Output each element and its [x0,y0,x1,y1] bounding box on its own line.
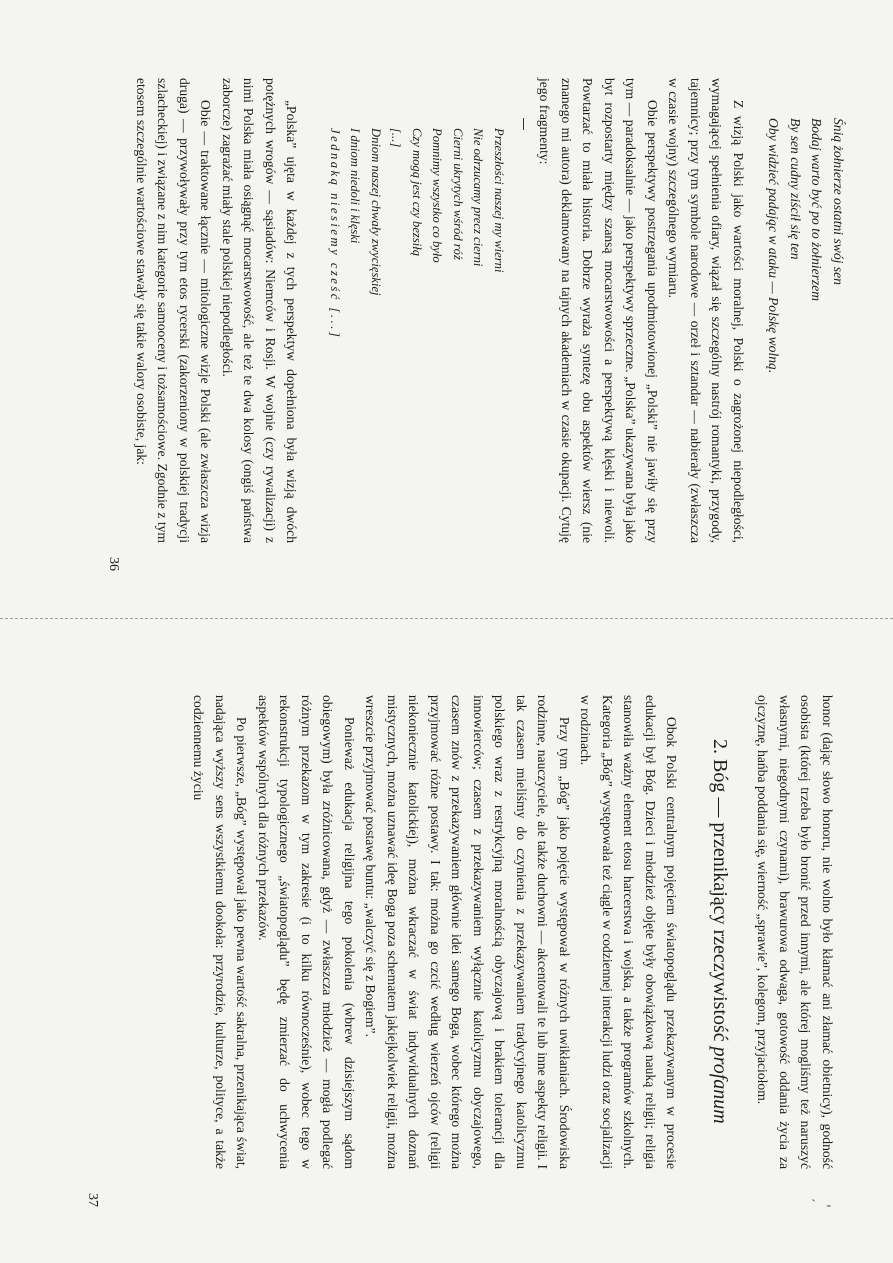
poem-line: [...] [389,128,404,148]
paragraph: Obie — traktowane łącznie — mitologiczne wizje Polski (ale zwłaszcza wizja druga) — przywoływały przy tym etos rycerski (zakorzeniony w polskiej tradycji szlacheckiej) i związane z nim kategorie samooceny i tożsamościowe. Zgodnie z tym etosem szczególnie wartościowe stawały się takie walory osobiste, jak: [134,78,214,543]
paragraph: honor (dając słowo honoru, nie wolno było kłamać ani złamać obietnicy), godność osobista (której trzeba było bronić przed innymi, ale której mogliśmy też naruszyć własnymi, niegodnymi czynami), brawurowa odwaga, gotowość oddania życia za ojczyznę, hańba poddania się, wierność „sprawie”, kolegom, przyjaciołom. [755,695,835,1169]
poem-fragment [325,78,510,543]
paragraph: Obok Polski centralnym pojęciem światopoglądu przekazywanym w procesie edukacji był Bóg. Dzieci i młodzież objęte były obowiązkową nauką religii; religia stanowiła ważny element etosu harcerstwa i wojska, a także programów szkolnych. Kategoria „Bóg” występowała też ciągle w codziennej interakcji ludzi oraz socjalizacji w rodzinach. [578,695,680,1169]
paragraph: „Polska” ujęta w każdej z tych perspektyw dopełniona była wizją dwóch potężnych wrogów — sąsiadów: Niemców i Rosji. W wojnie (czy rywalizacji) z nimi Polska miała osiągnąć mocarstwowość, ale też te dwa kolosy (ongiś państwa zaborcze) zagrażać miały stale polskiej niepodległości. [220,78,300,543]
page-number: 37 [85,1193,100,1207]
paragraph: Po pierwsze, „Bóg” występował jako pewna wartość sakralna, przenikająca świat, nadająca wyższy sens wszystkiemu dookoła: przyrodzie, kulturze, polityce, a także codziennemu życiu [191,695,250,1169]
verse-line: Śnią żołnierze ostatni swój sen [831,118,846,285]
poem-line: Pomnimy wszystko co było [430,128,445,263]
page-37-body [188,695,838,1169]
verse-line: Oby widzieć padając w ataku — Polskę wolną. [766,118,782,374]
poem-line: I dniom niedoli i klęski [348,128,363,244]
page-36 [83,38,893,583]
poem-line: Przeszłości naszej my wierni [492,128,506,273]
page-36-body [131,78,854,543]
verse-soldiers [763,78,849,543]
page-37 [78,655,893,1215]
paragraph: Z wizją Polski jako wartości moralnej, Polski o zagrożonej niepodległości, wymagającej spełnienia ofiary, wiązał się szczególny nastrój romantyki, przygody, tajemnicy; przy tym symbole narodowe — orzeł i sztandar — nabierały (zwłaszcza w czasie wojny) szczególnego wymiaru. [666,78,746,543]
page-fold-line [0,618,893,620]
paragraph: Obie perspektywy postrzegania upodmiotowionej „Polski” nie jawiły się przy tym — paradoksalnie — jako perspektywy sprzeczne. „Polska” ukazywana była jako byt rozpostarty między szansą mocarstwowości a perspektywą klęski i niewoli. Powtarzać to miała historia. Dobrze wyraża syntezę obu aspektów wiersz (nie znanego mi autora) deklamowany na tajnych akademiach w czasie okupacji. Cytuję jego fragmenty: [537,78,660,543]
poem-line: Cierni ukrytych wśród róż [451,128,465,260]
section-heading-text: 2. Bóg — przenikający rzeczywistość [709,739,731,1042]
poem-line: Jednaką niesiemy cześć [...] [328,128,342,340]
poem-line: Czy mogą jest czy bezsiłą [410,128,424,257]
poem-line: Nie odrzucamy precz cierni [471,128,486,267]
verse-line: Bodaj warto być po to żołnierzem [809,118,825,302]
separator-dash [523,118,524,130]
margin-marks: ˋ - [811,1198,831,1213]
paragraph: Przy tym „Bóg” jako pojęcie występował w różnych uwikłaniach. Środowiska rodzinne, nauczyciele, ale także duchowni — akcentowali te lub inne aspekty religii. I tak czasem mieliśmy do czynienia z przekazywaniem tradycyjnego katolicyzmu polskiego wraz z restrykcyjną moralnością obyczajową i brakiem tolerancji dla innowierców; czasem z przekazywaniem wyłącznie katolicyzmu obyczajowego, czasem znów z przekazywaniem głównie idei samego Boga, wobec którego można przyjmować różne postawy. I tak: można go czcić według wierzeń ojców (religii niekoniecznie katolickiej), można wkraczać w świat indywidualnych doznań mistycznych, można uznawać ideę Boga poza schematem jakiejkolwiek religii, można wreszcie przyjmować postawę buntu: „walczyć się z Bogiem”. [363,695,572,1169]
section-heading [709,739,731,1169]
paragraph: Ponieważ edukacja religijna tego pokolenia (wbrew dzisiejszym sądom obiegowym) była zróżnicowana, gdyż — zwłaszcza młodzież — mogła podlegać różnym przekazom w tym zakresie (i to kilku równocześnie), wobec tego w rekonstrukcji typologicznego „światopoglądu” będę zmierzać do uchwycenia aspektów wspólnych dla różnych przekazów. [256,695,357,1169]
poem-line: Dniom naszej chwały zwycięskiej [369,128,383,296]
section-heading-italic: profanum [709,1046,731,1124]
page-number: 36 [106,557,121,571]
verse-line: By sen cudny ziścił się ten [788,118,803,260]
